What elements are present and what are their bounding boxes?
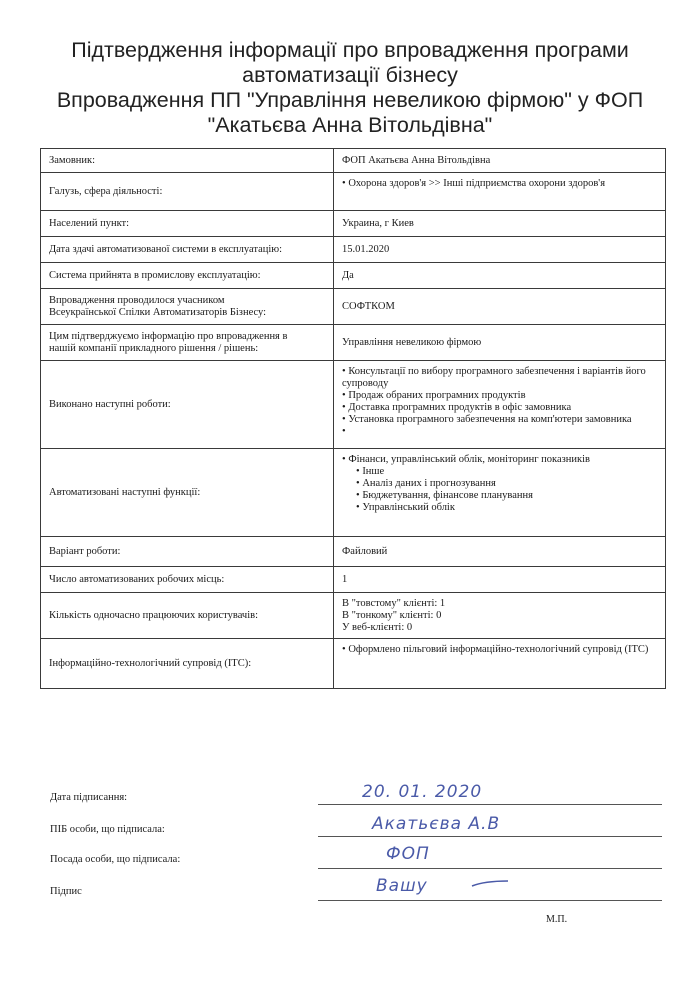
row-works	[41, 361, 666, 449]
users-thin: В "тонкому" клієнті: 0	[342, 609, 442, 621]
row-industry	[41, 173, 666, 211]
signer-position-label: Посада особи, що підписала:	[50, 854, 181, 865]
row-users	[41, 593, 666, 639]
solution-label-line-1: Цим підтверджуємо інформацію про впровадження в	[49, 330, 288, 342]
row-functions	[41, 449, 666, 537]
city-value: Украина, г Киев	[334, 211, 666, 237]
functions-label: Автоматизовані наступні функції:	[41, 449, 334, 537]
users-web: У веб-клієнті: 0	[342, 621, 413, 633]
date-signed-line	[318, 804, 662, 805]
industry-label: Галузь, сфера діяльності:	[41, 173, 334, 211]
functions-value	[334, 449, 666, 537]
date-signed-label: Дата підписання:	[50, 792, 128, 803]
row-implementer	[41, 289, 666, 325]
users-label: Кількість одночасно працюючих користувачів:	[41, 593, 334, 639]
signer-name-line	[318, 836, 662, 837]
functions-main-item: • Фінанси, управлінський облік, моніторинг показників	[342, 454, 657, 466]
solution-label	[41, 325, 334, 361]
row-customer	[41, 149, 666, 173]
signer-name-handwritten: Акатьєва А.В	[372, 814, 501, 834]
its-value	[334, 639, 666, 689]
date-delivered-label: Дата здачі автоматизованої системи в експлуатацію:	[41, 237, 334, 263]
accepted-value: Да	[334, 263, 666, 289]
works-item: • Доставка програмних продуктів в офіс замовника	[342, 402, 657, 414]
city-label: Населений пункт:	[41, 211, 334, 237]
works-item: • Консультації по вибору програмного забезпечення і варіантів його супроводу	[342, 366, 657, 390]
stamp-place-label: М.П.	[546, 914, 568, 925]
signature-handwritten: Вашу	[376, 876, 428, 896]
functions-sub-item: • Аналіз даних і прогнозування	[342, 478, 657, 490]
signature-stroke	[470, 878, 510, 890]
functions-sub-item: • Інше	[342, 466, 657, 478]
row-solution	[41, 325, 666, 361]
customer-label: Замовник:	[41, 149, 334, 173]
works-list	[342, 366, 657, 438]
works-label: Виконано наступні роботи:	[41, 361, 334, 449]
document-title	[20, 38, 680, 138]
users-value	[334, 593, 666, 639]
functions-sub-item: • Управлінський облік	[342, 502, 657, 514]
customer-value: ФОП Акатьєва Анна Вітольдівна	[334, 149, 666, 173]
date-delivered-value: 15.01.2020	[334, 237, 666, 263]
title-line-3: Впровадження ПП "Управління невеликою фірмою" у ФОП	[56, 88, 644, 112]
its-bullet: • Оформлено пільговий інформаційно-технологічний супровід (ІТС)	[342, 644, 648, 655]
solution-label-line-2: нашій компанії прикладного рішення / рішень:	[49, 342, 259, 354]
mode-label: Варіант роботи:	[41, 537, 334, 567]
info-table	[40, 148, 666, 689]
workplaces-value: 1	[334, 567, 666, 593]
signature-label: Підпис	[50, 886, 82, 897]
signer-name-label: ПІБ особи, що підписала:	[50, 824, 165, 835]
works-item: • Продаж обраних програмних продуктів	[342, 390, 657, 402]
implementer-label-line-2: Всеукраїнської Спілки Автоматизаторів Бізнесу:	[49, 306, 267, 318]
date-signed-handwritten: 20. 01. 2020	[362, 782, 483, 802]
functions-list	[342, 454, 657, 514]
industry-value	[334, 173, 666, 211]
works-value	[334, 361, 666, 449]
row-date-delivered	[41, 237, 666, 263]
implementer-label-line-1: Впровадження проводилося учасником	[49, 294, 225, 306]
workplaces-label: Число автоматизованих робочих місць:	[41, 567, 334, 593]
its-label: Інформаційно-технологічний супровід (ІТС):	[41, 639, 334, 689]
implementer-value: СОФТКОМ	[334, 289, 666, 325]
row-workplaces	[41, 567, 666, 593]
row-its	[41, 639, 666, 689]
users-thick: В "товстому" клієнті: 1	[342, 597, 446, 609]
title-line-1: Підтвердження інформації про впровадження програми	[71, 38, 629, 62]
works-item	[342, 426, 657, 438]
signer-position-handwritten: ФОП	[386, 844, 430, 864]
row-city	[41, 211, 666, 237]
accepted-label: Система прийнята в промислову експлуатацію:	[41, 263, 334, 289]
signer-position-line	[318, 868, 662, 869]
implementer-label	[41, 289, 334, 325]
row-mode	[41, 537, 666, 567]
row-accepted	[41, 263, 666, 289]
title-line-4: "Акатьєва Анна Вітольдівна"	[207, 113, 493, 137]
solution-value: Управління невеликою фірмою	[334, 325, 666, 361]
title-line-2: автоматизації бізнесу	[242, 63, 458, 87]
works-item: • Установка програмного забезпечення на комп'ютери замовника	[342, 414, 657, 426]
mode-value: Файловий	[334, 537, 666, 567]
industry-bullet: • Охорона здоров'я >> Інші підприємства охорони здоров'я	[342, 178, 605, 189]
signature-line	[318, 900, 662, 901]
functions-sub-item: • Бюджетування, фінансове планування	[342, 490, 657, 502]
